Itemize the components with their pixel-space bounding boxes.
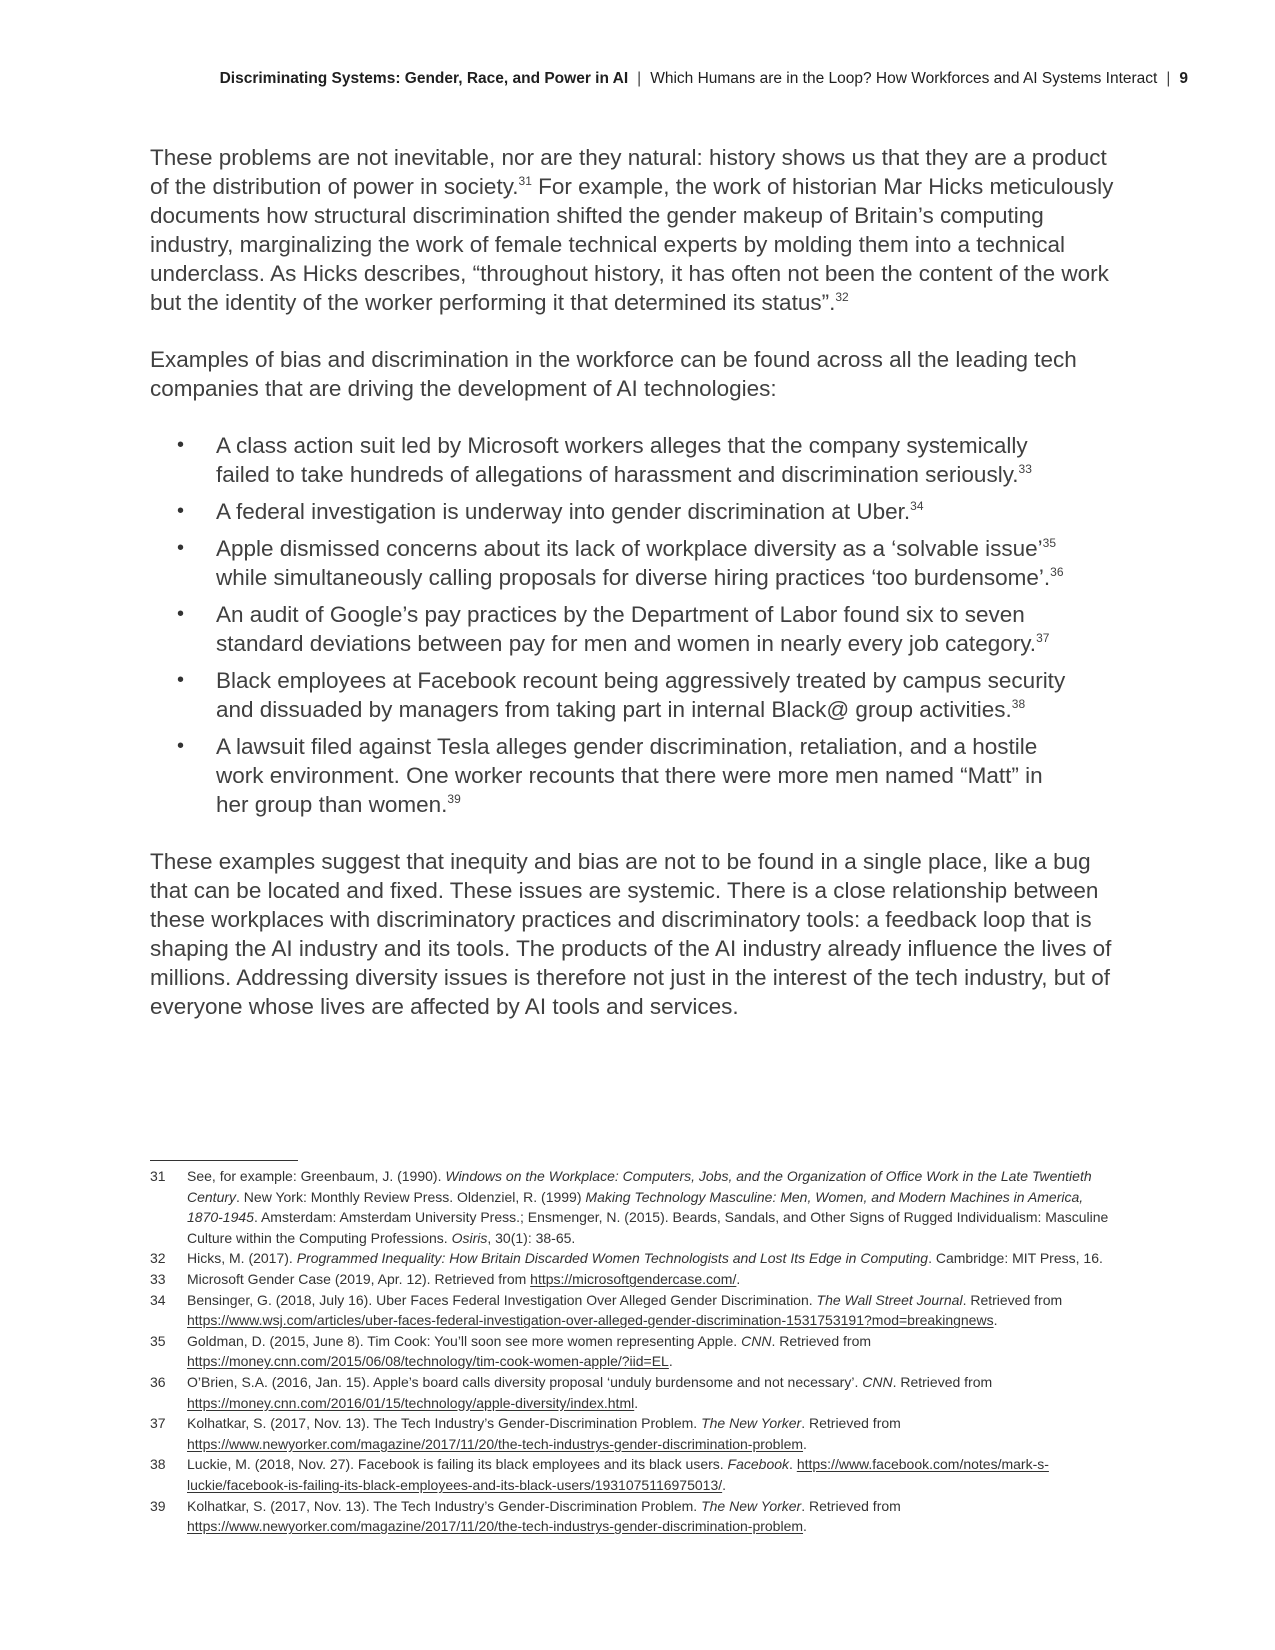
list-item: • A lawsuit filed against Tesla alleges gender discrimination, retaliation, and a hostile work environment. One worker recounts that there were more men named “Matt” in her group than women.$^{39}$ <box>177 734 1043 817</box>
list-item: • Black employees at Facebook recount being aggressively treated by campus security and dissuaded by managers from taking part in internal Black@ group activities.$^{38}$ <box>177 668 1066 722</box>
footnote-link[interactable]: https://www.newyorker.com/magazine/2017/11/20/the-tech-industrys-gender-discrimination-problem <box>187 1435 804 1452</box>
footnote-ref[interactable]: 36 <box>1050 565 1064 579</box>
footnote-ref[interactable]: 33 <box>1018 462 1032 476</box>
footnote: 32 Hicks, M. (2017). Programmed Inequality: How Britain Discarded Women Technologists and Lost Its Edge in Computing. Cambridge: MIT Press, 16. <box>150 1248 1120 1269</box>
bullet-icon: • <box>177 500 185 522</box>
footnote-ref[interactable]: 39 <box>447 792 461 806</box>
section-title: Which Humans are in the Loop? How Workforces and AI Systems Interact <box>650 70 1158 87</box>
footnote-number: 31 <box>150 1168 166 1184</box>
footnote-link[interactable]: https://www.newyorker.com/magazine/2017/11/20/the-tech-industrys-gender-discrimination-problem <box>187 1518 804 1535</box>
footnote-number: 37 <box>150 1415 166 1432</box>
main-content <box>150 143 1130 1049</box>
footnote-ref[interactable]: 34 <box>910 499 924 513</box>
list-item: • A federal investigation is underway into gender discrimination at Uber.$^{34}$ <box>177 499 924 524</box>
footnote-ref[interactable]: 35 <box>1042 536 1056 550</box>
bullet-icon: • <box>177 669 185 691</box>
footnote-link[interactable]: https://money.cnn.com/2016/01/15/technology/apple-diversity/index.html <box>187 1394 635 1411</box>
list-item: • Apple dismissed concerns about its lack of workplace diversity as a ‘solvable issue’$^{35}$ while simultaneously calling proposals for diverse hiring practices ‘too burdensome’.$^{36}$ <box>177 536 1064 590</box>
bullet-icon: • <box>177 735 185 757</box>
header-separator: | <box>1166 70 1171 87</box>
footnote-number: 36 <box>150 1373 166 1390</box>
paragraph: These problems are not inevitable, nor are they natural: history shows us that they are a product of the distribution of power in society.$^{31}$ For example, the work of historian Mar Hicks meticulously documents how structural discrimination shifted the gender makeup of Britain’s computing industry, marginalizing the work of female technical experts by molding them into a technical underclass. As Hicks describes, “throughout history, it has often not been the content of the work but the identity of the worker performing it that determined its status”.$^{32}$ <box>150 145 1114 315</box>
footnote-ref[interactable]: 37 <box>1036 631 1050 645</box>
footnote: 33 Microsoft Gender Case (2019, Apr. 12). Retrieved from https://microsoftgendercase.com/. <box>150 1269 1120 1290</box>
footnote: 38 Luckie, M. (2018, Nov. 27). Facebook is failing its black employees and its black users. Facebook. https://www.facebook.com/notes/mark-s-luckie/facebook-is-failing-its-black-employees-and-its-black-users/1931075116975013/. <box>150 1454 1120 1495</box>
footnote-number: 39 <box>150 1497 166 1514</box>
footnote-divider <box>150 1160 298 1161</box>
bullet-icon: • <box>177 537 185 559</box>
footnote: 35 Goldman, D. (2015, June 8). Tim Cook: You’ll soon see more women representing Apple. CNN. Retrieved from https://money.cnn.com/2015/06/08/technology/tim-cook-women-apple/?iid=EL. <box>150 1331 1120 1372</box>
list-item: • An audit of Google’s pay practices by the Department of Labor found six to seven standard deviations between pay for men and women in nearly every job category.$^{37}$ <box>177 602 1050 656</box>
footnote: 34 Bensinger, G. (2018, July 16). Uber Faces Federal Investigation Over Alleged Gender Discrimination. The Wall Street Journal. Retrieved from https://www.wsj.com/articles/uber-faces-federal-investigation-over-alleged-gender-discrimination-1531753191?mod=breakingnews. <box>150 1290 1120 1331</box>
footnote-ref[interactable]: 32 <box>835 290 849 304</box>
page-number: 9 <box>1179 70 1188 87</box>
footnote-number: 32 <box>150 1250 166 1267</box>
list-item: • A class action suit led by Microsoft workers alleges that the company systemically failed to take hundreds of allegations of harassment and discrimination seriously.$^{33}$ <box>177 433 1032 487</box>
footnote-ref[interactable]: 31 <box>518 174 532 188</box>
footnote-number: 34 <box>150 1291 166 1308</box>
footnote-link[interactable]: https://money.cnn.com/2015/06/08/technology/tim-cook-women-apple/?iid=EL <box>187 1353 669 1370</box>
document-title: Discriminating Systems: Gender, Race, and Power in AI <box>219 70 629 87</box>
bullet-icon: • <box>177 603 185 625</box>
footnote: 39 Kolhatkar, S. (2017, Nov. 13). The Tech Industry’s Gender-Discrimination Problem. The New Yorker. Retrieved from https://www.newyorker.com/magazine/2017/11/20/the-tech-industrys-gender-discrimination-problem. <box>150 1496 1120 1537</box>
footnote: 31 See, for example: Greenbaum, J. (1990). Windows on the Workplace: Computers, Jobs, and the Organization of Office Work in the Late Twentieth Century. New York: Monthly Review Press. Oldenziel, R. (1999) Making Technology Masculine: Men, Women, and Modern Machines in America, 1870-1945. Amsterdam: Amsterdam University Press.; Ensmenger, N. (2015). Beards, Sandals, and Other Signs of Rugged Individualism: Masculine Culture within the Computing Professions. Osiris, 30(1): 38-65. <box>150 1166 1120 1248</box>
footnote: 36 O’Brien, S.A. (2016, Jan. 15). Apple’s board calls diversity proposal ‘unduly burdensome and not necessary’. CNN. Retrieved from https://money.cnn.com/2016/01/15/technology/apple-diversity/index.html. <box>150 1372 1120 1413</box>
footnotes <box>150 1166 1120 1537</box>
header-separator: | <box>637 70 642 87</box>
footnote-link[interactable]: https://www.facebook.com/notes/mark-s-luckie/facebook-is-failing-its-black-employees-and-its-black-users/1931075116975013/ <box>187 1456 1049 1493</box>
footnote-link[interactable]: https://www.wsj.com/articles/uber-faces-federal-investigation-over-alleged-gender-discrimination-1531753191?mod=breakingnews <box>187 1312 994 1329</box>
running-header <box>0 70 1188 88</box>
footnote-link[interactable]: https://microsoftgendercase.com/ <box>530 1270 737 1287</box>
paragraph: These examples suggest that inequity and bias are not to be found in a single place, like a bug that can be located and fixed. These issues are systemic. There is a close relationship between these workplaces with discriminatory practices and discriminatory tools: a feedback loop that is shaping the AI industry and its tools. The products of the AI industry already influence the lives of millions. Addressing diversity issues is therefore not just in the interest of the tech industry, but of everyone whose lives are affected by AI tools and services. <box>150 849 1112 1019</box>
footnote-number: 35 <box>150 1332 166 1349</box>
examples-list <box>150 431 1130 819</box>
footnote-number: 38 <box>150 1456 166 1473</box>
footnote: 37 Kolhatkar, S. (2017, Nov. 13). The Tech Industry’s Gender-Discrimination Problem. The New Yorker. Retrieved from https://www.newyorker.com/magazine/2017/11/20/the-tech-industrys-gender-discrimination-problem. <box>150 1413 1120 1454</box>
footnote-number: 33 <box>150 1270 166 1287</box>
paragraph: Examples of bias and discrimination in the workforce can be found across all the leading tech companies that are driving the development of AI technologies: <box>150 347 1077 401</box>
footnote-ref[interactable]: 38 <box>1011 697 1026 711</box>
bullet-icon: • <box>177 434 185 456</box>
